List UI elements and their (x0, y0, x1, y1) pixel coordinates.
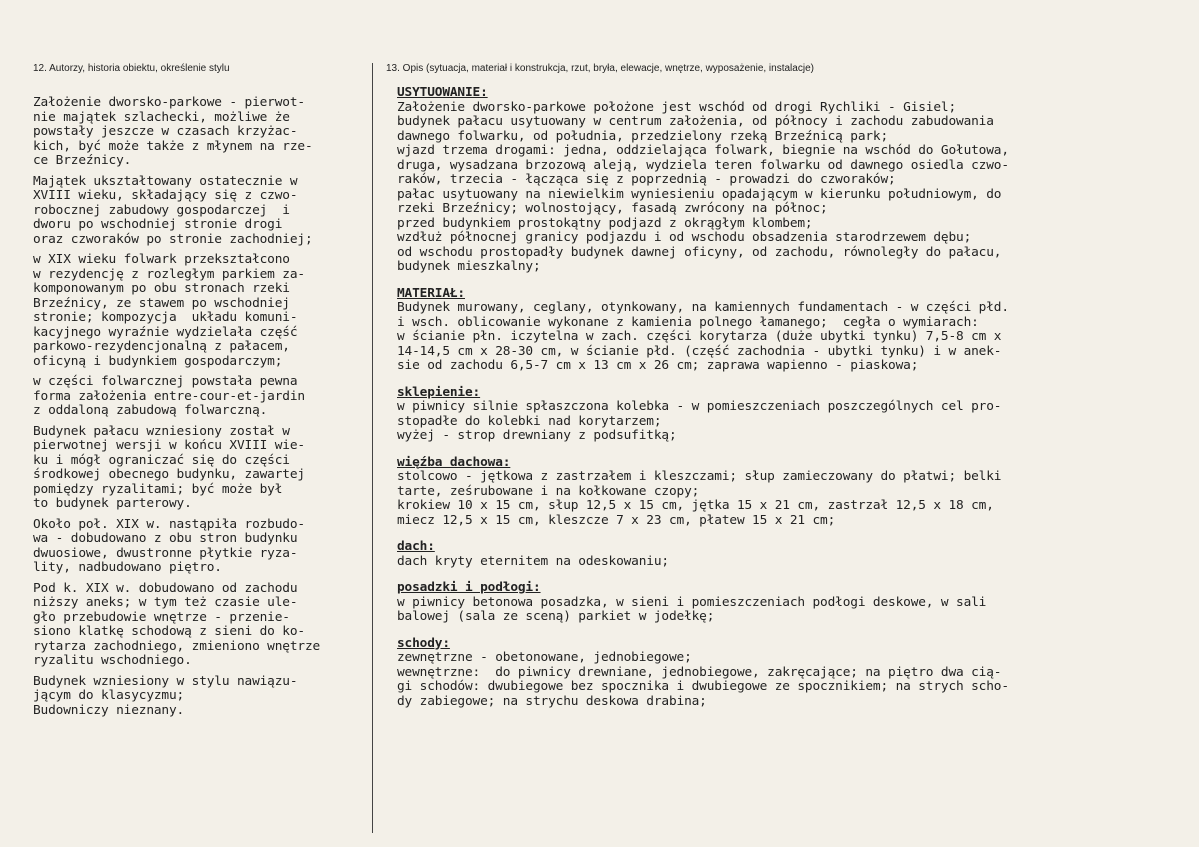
section-line: w ścianie płn. iczytelna w zach. części korytarza (duże ubytki tynku) 7,5-8 cm x (397, 329, 1002, 344)
section-line: pałac usytuowany na niewielkim wyniesieniu opadającym w kierunku południowym, do (397, 186, 1002, 202)
history-line: niższy aneks; w tym też czasie ule- (33, 595, 298, 610)
section-line: Założenie dworsko-parkowe położone jest wschód od drogi Rychliki - Gisiel; (397, 99, 957, 115)
history-line: stronie; kompozycja układu komuni- (33, 310, 298, 325)
section-line: wjazd trzema drogami: jedna, oddzielająca folwark, biegnie na wschód do Gołutowa, (397, 143, 1009, 158)
section-line: wzdłuż północnej granicy podjazdu i od wschodu obsadzenia starodrzewem dębu; (397, 230, 972, 245)
history-line: oraz czworaków po stronie zachodniej; (33, 231, 313, 247)
section-line: krokiew 10 x 15 cm, słup 12,5 x 15 cm, jętka 15 x 21 cm, zastrzał 12,5 x 18 cm, (397, 498, 994, 513)
section-12-header: 12. Autorzy, historia obiektu, określenie stylu (33, 63, 230, 74)
section-heading: dach: (397, 539, 435, 554)
history-line: siono klatkę schodową z sieni do ko- (33, 624, 305, 639)
history-line: kich, być może także z młynem na rze- (33, 138, 313, 154)
history-line: ku i mógł ograniczać się do części (33, 452, 290, 468)
history-line: ryzalitu wschodniego. (33, 653, 192, 668)
history-line: rytarza zachodniego, zmieniono wnętrze (33, 638, 321, 654)
history-line: to budynek parterowy. (33, 496, 192, 511)
section-line: stopadłe do kolebki nad korytarzem; (397, 413, 662, 429)
section-line: od wschodu prostopadły budynek dawnej oficyny, od zachodu, równoległy do pałacu, (397, 244, 1002, 260)
section-line: dawnego folwarku, od południa, przedzielony rzeką Brzeźnicą park; (397, 128, 889, 144)
section-heading: USYTUOWANIE: (397, 85, 488, 100)
history-line: parkowo-rezydencjonalną z pałacem, (33, 339, 290, 354)
section-heading: MATERIAŁ: (397, 285, 465, 301)
history-line: Budowniczy nieznany. (33, 702, 185, 718)
history-line: lity, nadbudowano piętro. (33, 560, 222, 575)
history-line: jącym do klasycyzmu; (33, 688, 185, 703)
history-line: Budynek wzniesiony w stylu nawiązu- (33, 673, 298, 689)
section-line: budynek pałacu usytuowany w centrum założenia, od północy i zachodu zabudowania (397, 114, 994, 129)
history-line: środkowej obecnego budynku, zawartej (33, 467, 305, 482)
history-line: dworu po wschodniej stronie drogi (33, 217, 283, 232)
history-line: Około poł. XIX w. nastąpiła rozbudo- (33, 516, 305, 532)
column-divider (372, 63, 373, 833)
history-line: oficyną i budynkiem gospodarczym; (33, 353, 283, 369)
section-line: budynek mieszkalny; (397, 259, 541, 274)
history-column (33, 96, 320, 718)
section-heading: sklepienie: (397, 384, 481, 400)
history-line: Pod k. XIX w. dobudowano od zachodu (33, 580, 298, 596)
history-line: dwuosiowe, dwustronne płytkie ryza- (33, 545, 298, 561)
section-gap (397, 444, 1009, 456)
history-line: robocznej zabudowy gospodarczej i (33, 202, 290, 218)
history-line: w części folwarcznej powstała pewna (33, 374, 298, 389)
history-line: ce Brzeźnicy. (33, 153, 132, 168)
section-line: dach kryty eternitem na odeskowaniu; (397, 553, 669, 569)
history-line: Majątek ukształtowany ostatecznie w (33, 173, 298, 189)
history-line: XVIII wieku, składający się z czwo- (33, 188, 298, 203)
history-line: nie majątek szlachecki, możliwe że (33, 109, 290, 125)
history-line: z oddaloną zabudową folwarczną. (33, 403, 268, 418)
section-gap (397, 625, 1009, 637)
section-line: stolcowo - jętkowa z zastrzałem i kleszczami; słup zamieczowany do płatwi; belki (397, 469, 1002, 484)
section-line: balowej (sala ze sceną) parkiet w jodełkę; (397, 609, 715, 624)
section-line: gi schodów: dwubiegowe bez spocznika i dwubiegowe ze spocznikiem; na strych scho- (397, 679, 1009, 694)
history-line: gło przebudowie wnętrze - przenie- (33, 609, 290, 625)
section-line: 14-14,5 cm x 28-30 cm, w ścianie płd. (część zachodnia - ubytki tynku) i w anek- (397, 343, 1002, 359)
section-line: sie od zachodu 6,5-7 cm x 13 cm x 26 cm; zaprawa wapienno - piaskowa; (397, 358, 919, 373)
history-line: w XIX wieku folwark przekształcono (33, 252, 290, 267)
section-heading: posadzki i podłogi: (397, 580, 541, 595)
history-line: powstały jeszcze w czasach krzyżac- (33, 124, 298, 139)
history-line: w rezydencję z rozległym parkiem za- (33, 266, 305, 282)
history-line: komponowanym po obu stronach rzeki (33, 281, 290, 296)
section-line: dy zabiegowe; na strychu deskowa drabina; (397, 693, 707, 709)
section-gap (397, 528, 1009, 540)
history-line: pomiędzy ryzalitami; być może był (33, 481, 283, 497)
section-heading: schody: (397, 635, 450, 651)
section-line: wewnętrzne: do piwnicy drewniane, jednobiegowe, zakręcające; na piętro dwa cią- (397, 664, 1002, 680)
history-line: wa - dobudowano z obu stron budynku (33, 531, 298, 546)
section-line: raków, trzecia - łącząca się z poprzednią - prowadzi do czworaków; (397, 172, 896, 187)
section-line: w piwnicy betonowa posadzka, w sieni i pomieszczeniach podłogi deskowe, w sali (397, 594, 987, 610)
section-gap (397, 275, 1009, 287)
section-line: przed budynkiem prostokątny podjazd z okrągłym klombem; (397, 215, 813, 231)
history-line: Budynek pałacu wzniesiony został w (33, 423, 290, 439)
description-column (397, 86, 1009, 709)
section-line: tarte, ześrubowane i na kołkowane czopy; (397, 483, 700, 499)
section-line: rzeki Brzeźnicy; wolnostojący, fasadą zwrócony na północ; (397, 201, 828, 216)
section-line: w piwnicy silnie spłaszczona kolebka - w pomieszczeniach poszczególnych cel pro- (397, 399, 1002, 414)
section-line: druga, wysadzana brzozową aleją, wydziela teren folwarku od dawnego osiedla czwo- (397, 157, 1009, 173)
section-line: zewnętrzne - obetonowane, jednobiegowe; (397, 650, 692, 665)
history-line: pierwotnej wersji w końcu XVIII wie- (33, 438, 305, 453)
section-line: Budynek murowany, ceglany, otynkowany, na kamiennych fundamentach - w części płd. (397, 300, 1009, 315)
section-heading: więźba dachowa: (397, 454, 511, 470)
section-13-header: 13. Opis (sytuacja, materiał i konstrukcja, rzut, bryła, elewacje, wnętrze, wyposażenie, instalacje) (386, 63, 814, 74)
history-line: Założenie dworsko-parkowe - pierwot- (33, 95, 305, 110)
history-line: forma założenia entre-cour-et-jardin (33, 388, 305, 404)
section-line: wyżej - strop drewniany z podsufitką; (397, 428, 677, 443)
section-line: i wsch. oblicowanie wykonane z kamienia polnego łamanego; cegła o wymiarach: (397, 314, 979, 330)
section-gap (397, 374, 1009, 386)
history-line: Brzeźnicy, ze stawem po wschodniej (33, 295, 290, 311)
history-line: kacyjnego wyraźnie wydzielała część (33, 324, 298, 340)
section-line: miecz 12,5 x 15 cm, kleszcze 7 x 23 cm, płatew 15 x 21 cm; (397, 512, 836, 528)
